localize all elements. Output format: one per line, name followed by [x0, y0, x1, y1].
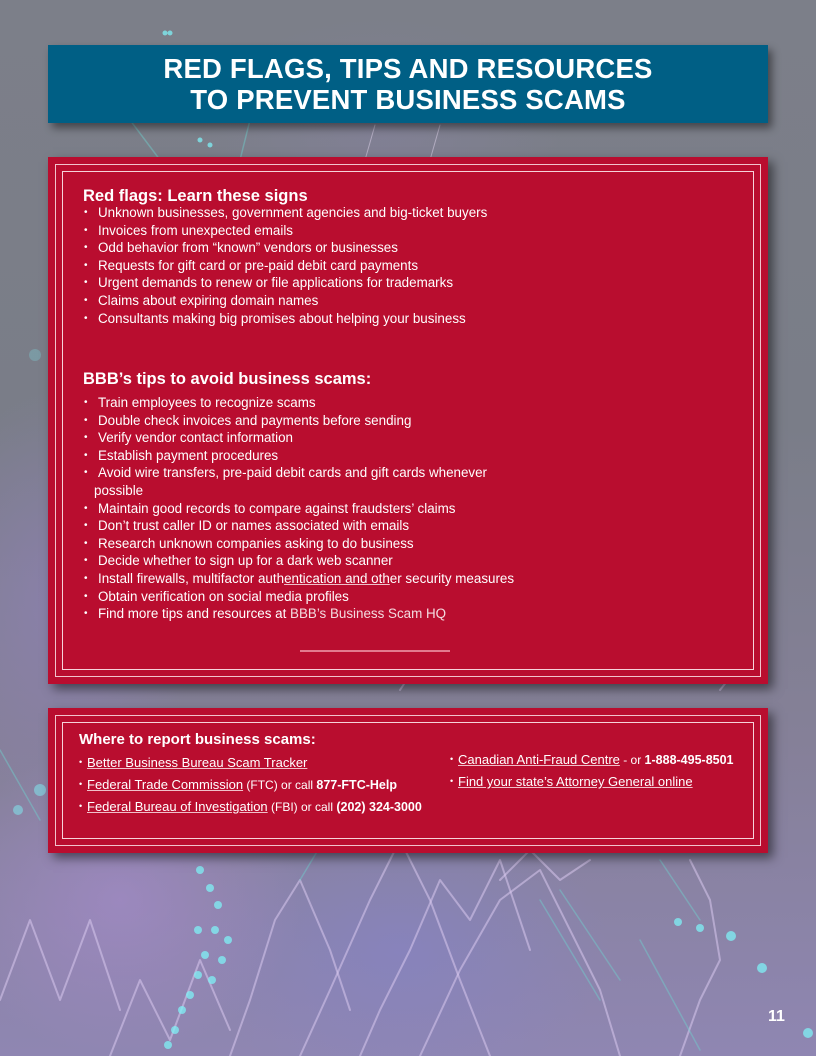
red-flag-item: • Unknown businesses, government agencies and big-ticket buyers — [84, 204, 487, 222]
page-title-line-2: TO PREVENT BUSINESS SCAMS — [190, 84, 626, 115]
tips-heading: BBB’s tips to avoid business scams: — [83, 370, 372, 388]
canada-phone: 1-888-495-8501 — [644, 753, 734, 767]
bbb-business-scam-hq-link[interactable]: BBB’s Business Scam HQ — [290, 606, 447, 622]
red-flags-and-tips-panel — [48, 157, 768, 684]
bbb-scam-tracker-link[interactable]: Better Business Bureau Scam Tracker — [87, 755, 308, 770]
tip-item: • Obtain verification on social media profiles — [84, 588, 514, 606]
tip-item: • Verify vendor contact information — [84, 429, 514, 447]
page-title-line-1: RED FLAGS, TIPS AND RESOURCES — [163, 53, 653, 84]
attorney-general-link[interactable]: Find your state’s Attorney General online — [458, 774, 693, 789]
report-item — [79, 796, 422, 818]
tips-list — [84, 394, 514, 623]
tip-item — [84, 605, 514, 623]
tip-item: • Decide whether to sign up for a dark web scanner — [84, 552, 514, 570]
canadian-anti-fraud-centre-link[interactable]: Canadian Anti-Fraud Centre — [458, 752, 620, 767]
red-flag-item: • Requests for gift card or pre-paid debit card payments — [84, 257, 487, 275]
tip-item: • Establish payment procedures — [84, 447, 514, 465]
red-flags-list — [84, 204, 487, 327]
tip-item: • Train employees to recognize scams — [84, 394, 514, 412]
red-flag-item: • Claims about expiring domain names — [84, 292, 487, 310]
tip-item — [84, 570, 514, 588]
tip-item: • Maintain good records to compare against fraudsters’ claims — [84, 500, 514, 518]
tip-text: Find more tips and resources at — [98, 606, 291, 622]
tip-item — [84, 464, 514, 499]
report-scams-panel — [48, 708, 768, 853]
tip-text-part: Install firewalls, multifactor auth — [98, 570, 285, 586]
report-note: (FBI) or call — [267, 800, 337, 814]
fbi-link[interactable]: Federal Bureau of Investigation — [87, 799, 268, 814]
report-note: (FTC) or call — [243, 778, 317, 792]
red-flag-item: • Urgent demands to renew or file applications for trademarks — [84, 274, 487, 292]
report-item — [450, 749, 734, 771]
report-list-left — [79, 752, 422, 818]
tip-item: • Don’t trust caller ID or names associated with emails — [84, 517, 514, 535]
tip-item-text: Avoid wire transfers, pre-paid debit cards and gift cards whenever — [98, 465, 488, 481]
red-flags-heading: Red flags: Learn these signs — [83, 187, 308, 205]
tip-underlined-part: entication and oth — [284, 570, 390, 586]
report-item — [79, 752, 422, 774]
section-divider — [300, 650, 450, 652]
report-note: - or — [619, 753, 645, 767]
fbi-phone: (202) 324-3000 — [336, 800, 422, 814]
report-heading: Where to report business scams: — [79, 731, 316, 748]
tip-item: • Research unknown companies asking to do business — [84, 535, 514, 553]
page-title-banner — [48, 45, 768, 123]
report-item — [79, 774, 422, 796]
red-flag-item: • Consultants making big promises about helping your business — [84, 310, 487, 328]
red-flag-item: • Odd behavior from “known” vendors or businesses — [84, 239, 487, 257]
page-number: 11 — [768, 1008, 785, 1025]
red-flag-item: • Invoices from unexpected emails — [84, 222, 487, 240]
report-item — [450, 771, 734, 793]
ftc-phone: 877-FTC-Help — [316, 778, 397, 792]
tip-item: • Double check invoices and payments before sending — [84, 412, 514, 430]
tip-item-continuation: possible — [94, 482, 144, 498]
tip-text-part: er security measures — [389, 570, 515, 586]
ftc-link[interactable]: Federal Trade Commission — [87, 777, 244, 792]
report-list-right — [450, 749, 734, 793]
